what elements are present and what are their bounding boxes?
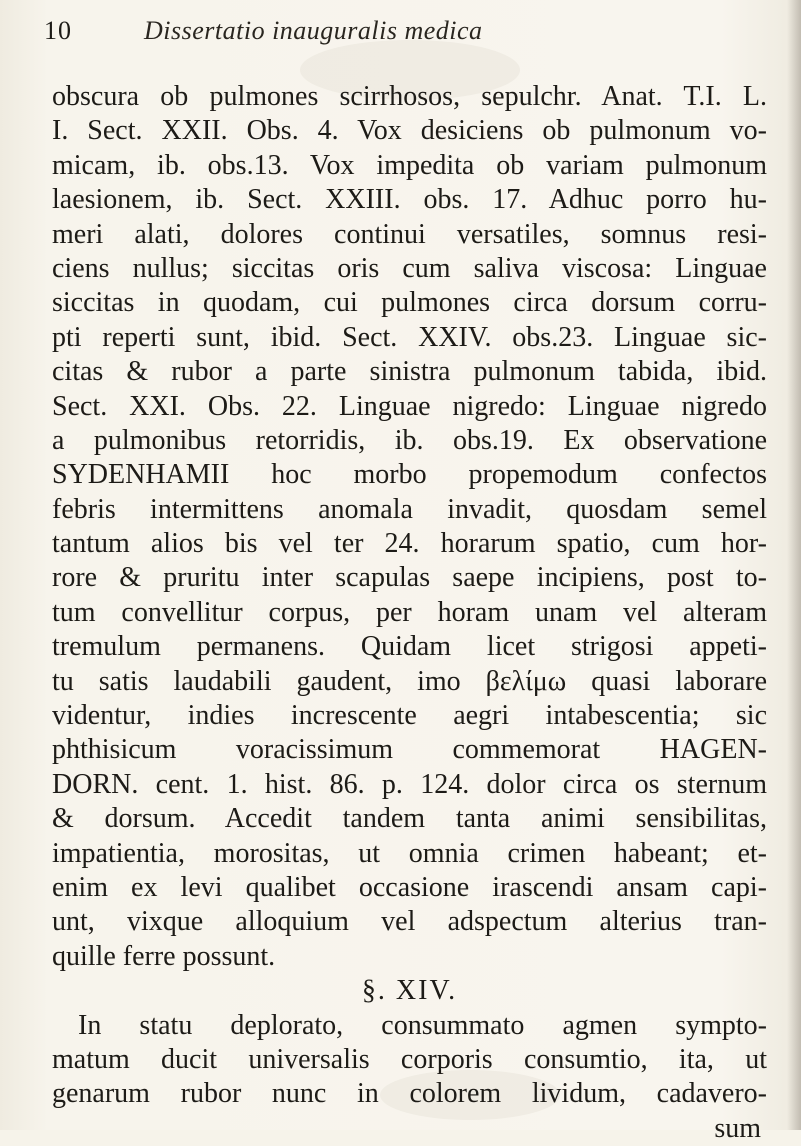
text-line: In statu deplorato, consummato agmen sympto- xyxy=(78,1009,767,1041)
text-line: citas & rubor a parte sinistra pulmonum tabida, ibid. xyxy=(52,356,767,388)
section-heading: §. XIV. xyxy=(361,975,458,1007)
text-line: tum convellitur corpus, per horam unam vel alteram xyxy=(52,596,767,628)
text-line: tremulum permanens. Quidam licet strigosi appeti- xyxy=(52,631,767,663)
text-line: unt, vixque alloquium vel adspectum alterius tran- xyxy=(52,906,767,938)
text-line: phthisicum voracissimum commemorat HAGEN- xyxy=(52,734,767,766)
text-line: rore & pruritu inter scapulas saepe incipiens, post to- xyxy=(52,562,767,594)
text-line: & dorsum. Accedit tandem tanta animi sensibilitas, xyxy=(52,803,767,835)
text-line: Sect. XXI. Obs. 22. Linguae nigredo: Linguae nigredo xyxy=(52,390,767,422)
text-line: enim ex levi qualibet occasione irascendi ansam capi- xyxy=(52,871,767,903)
text-line: siccitas in quodam, cui pulmones circa dorsum corru- xyxy=(52,287,767,319)
text-line: DORN. cent. 1. hist. 86. p. 124. dolor circa os sternum xyxy=(52,768,767,800)
page-header xyxy=(44,16,764,56)
text-line: genarum rubor nunc in colorem lividum, cadavero- xyxy=(52,1078,767,1110)
text-line: micam, ib. obs.13. Vox impedita ob variam pulmonum xyxy=(52,149,767,181)
text-line: meri alati, dolores continui versatiles, somnus resi- xyxy=(52,218,767,250)
page-edge-shadow xyxy=(787,0,801,1130)
text-line: a pulmonibus retorridis, ib. obs.19. Ex observatione xyxy=(52,424,767,456)
text-line: febris intermittens anomala invadit, quosdam semel xyxy=(52,493,767,525)
text-line: I. Sect. XXII. Obs. 4. Vox desiciens ob pulmonum vo- xyxy=(52,115,767,147)
text-line: matum ducit universalis corporis consumtio, ita, ut xyxy=(52,1043,767,1075)
running-title: Dissertatio inauguralis medica xyxy=(144,16,483,45)
text-line: tantum alios bis vel ter 24. horarum spatio, cum hor- xyxy=(52,528,767,560)
text-line: tu satis laudabili gaudent, imo βελίμω quasi laborare xyxy=(52,665,767,697)
text-line: SYDENHAMII hoc morbo propemodum confectos xyxy=(52,459,767,491)
text-line: impatientia, morositas, ut omnia crimen habeant; et- xyxy=(52,837,767,869)
text-line: quille ferre possunt. xyxy=(52,940,276,972)
text-line: obscura ob pulmones scirrhosos, sepulchr. Anat. T.I. L. xyxy=(52,81,767,112)
text-line: videntur, indies increscente aegri intabescentia; sic xyxy=(52,700,767,732)
text-line: ciens nullus; siccitas oris cum saliva viscosa: Linguae xyxy=(52,252,767,284)
page-number: 10 xyxy=(44,16,72,45)
body-text xyxy=(52,80,767,1146)
text-line: pti reperti sunt, ibid. Sect. XXIV. obs.23. Linguae sic- xyxy=(52,321,767,353)
text-line: laesionem, ib. Sect. XXIII. obs. 17. Adhuc porro hu- xyxy=(52,184,767,216)
catchword: sum xyxy=(714,1112,761,1144)
